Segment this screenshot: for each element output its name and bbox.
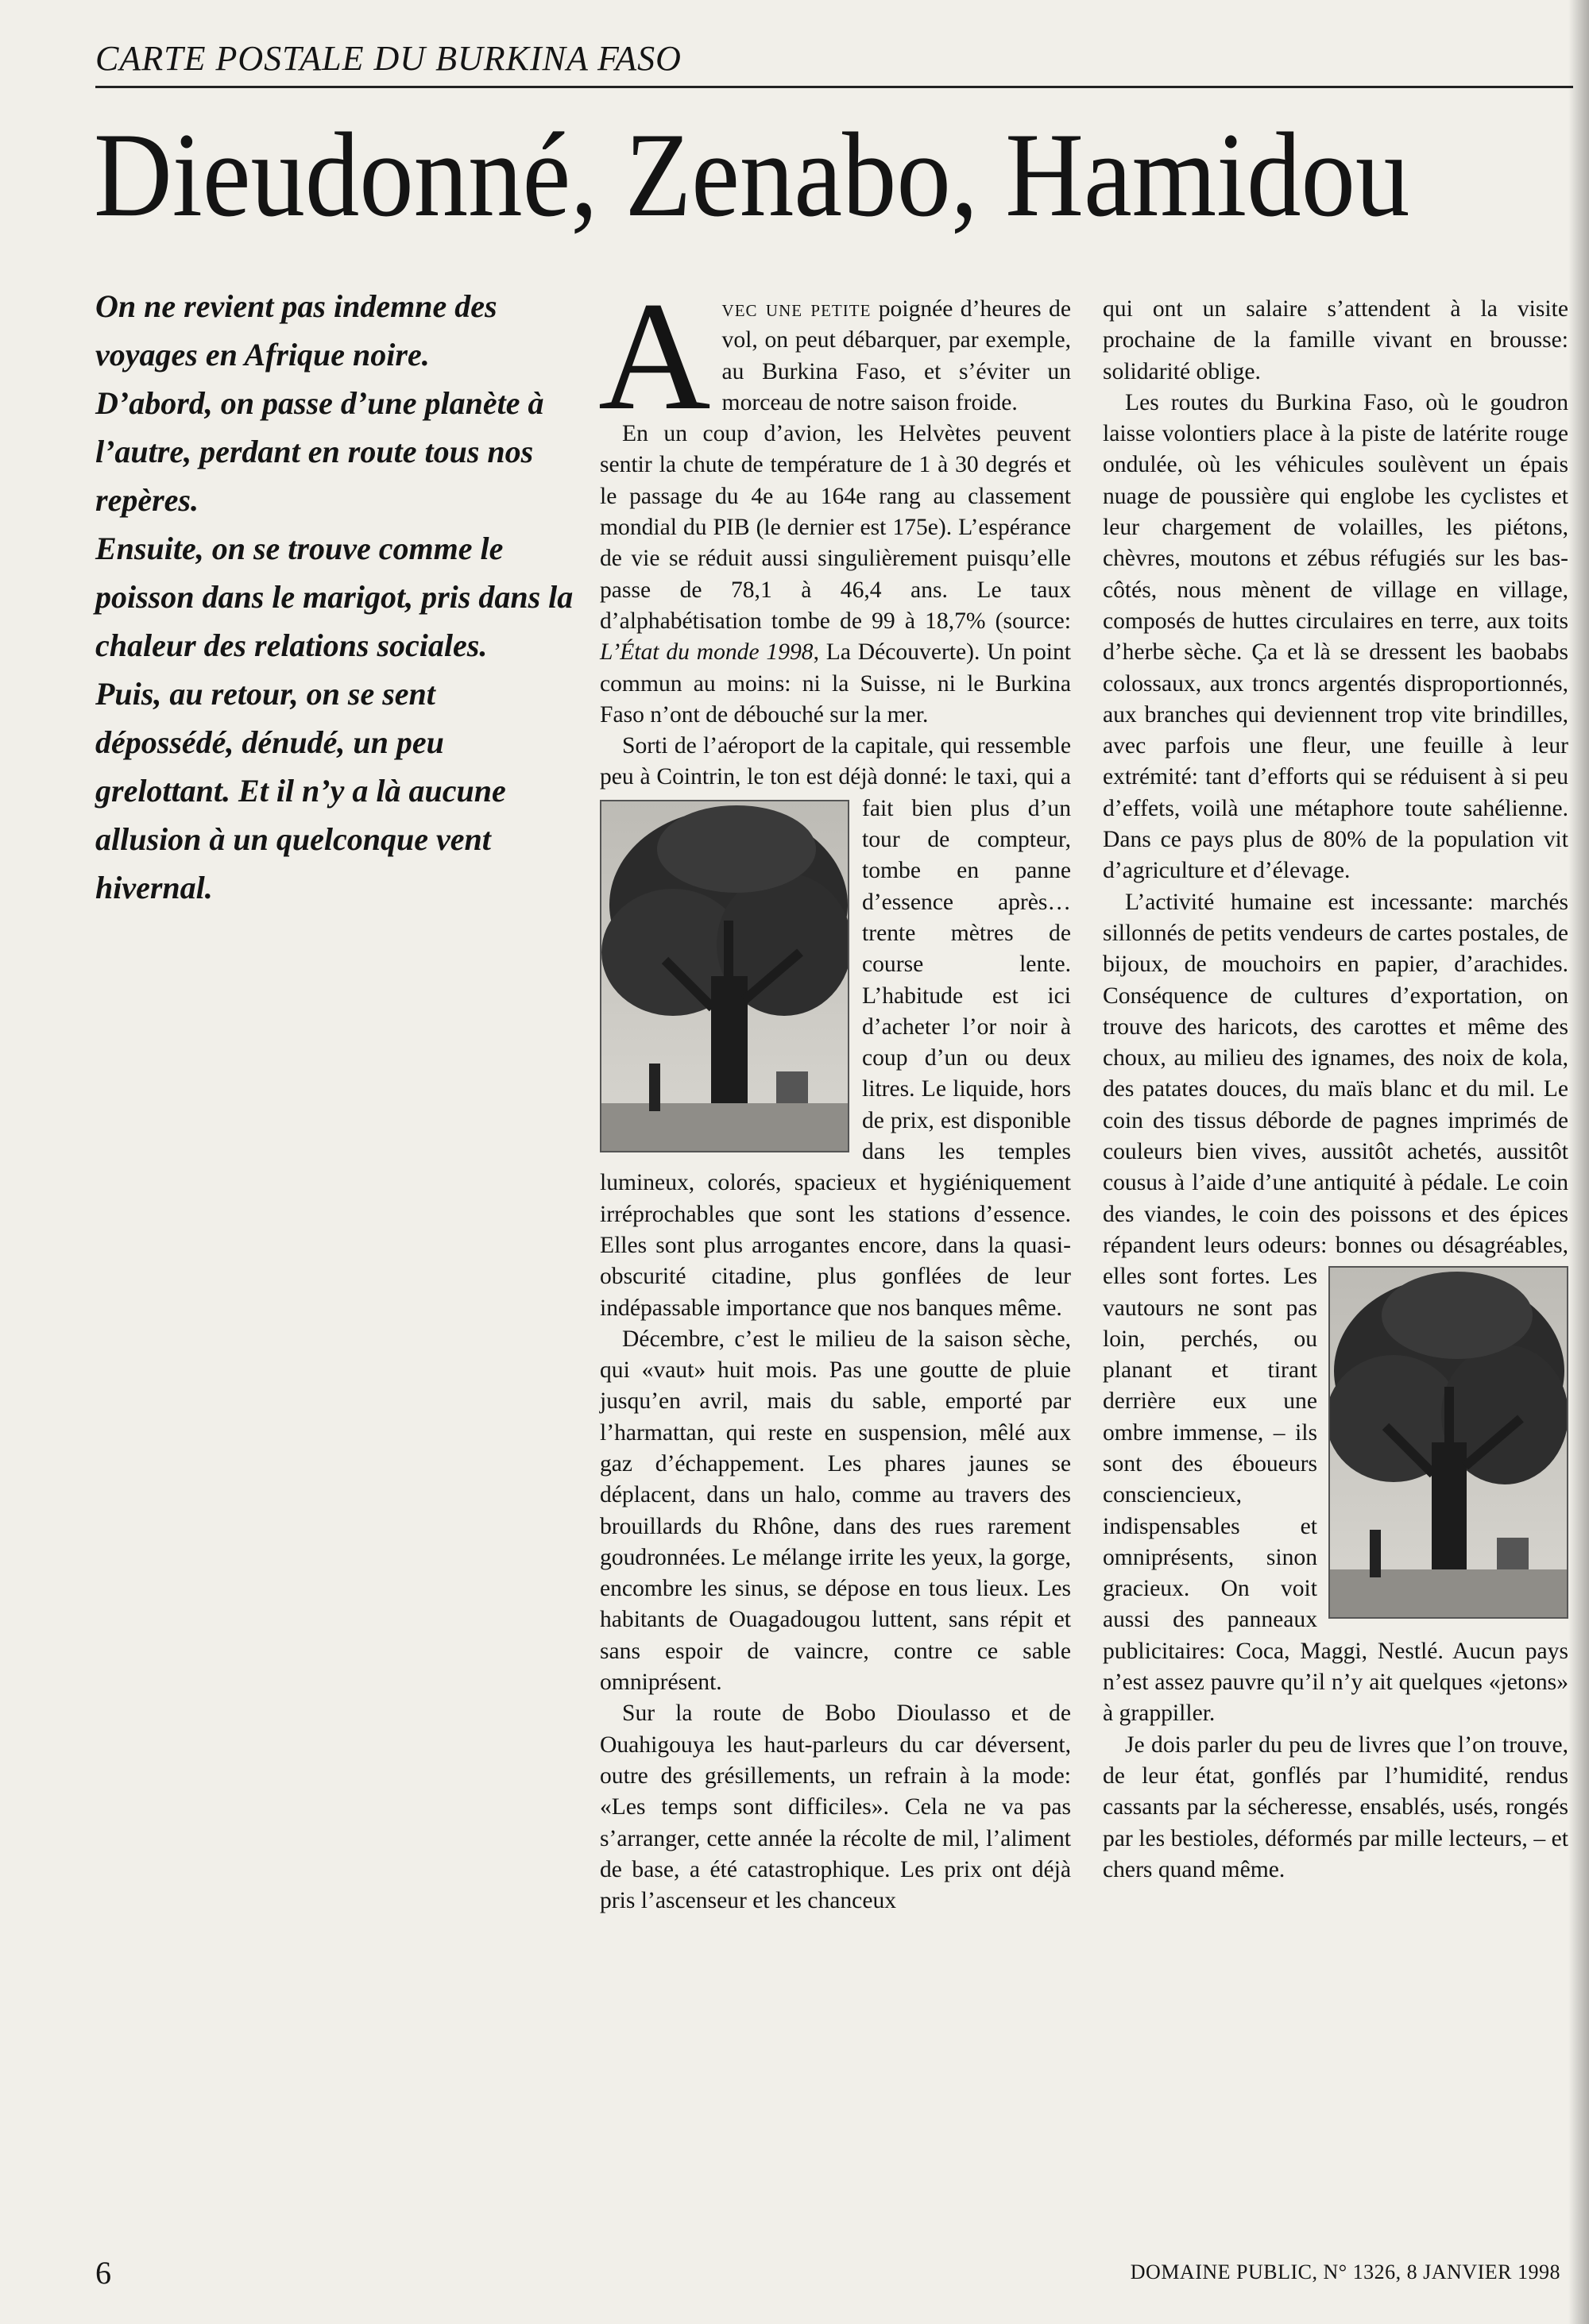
body-paragraph (598, 270, 1071, 442)
body-paragraph (600, 731, 1071, 1324)
baobab-photo (600, 800, 849, 1152)
body-paragraph: qui ont un salaire s’attendent à la visite prochaine de la famille vivant en brousse: solidarité oblige. (1103, 296, 1568, 384)
body-text: , La Découverte). Un point commun au moins: ni la Suisse, ni le Burkina Faso n’ont de débouché sur la mer. (600, 639, 1071, 728)
article-column-1 (598, 270, 1072, 2200)
opening-small-caps: vec une petite (721, 296, 872, 322)
baobab-photo-2 (1328, 1266, 1568, 1619)
page-number: 6 (95, 2255, 111, 2291)
body-text: En un coup d’avion, les Helvètes peuvent sentir la chute de température de 1 à 30 degrés et le passage du 4e au 164e rang au classement mondial du PIB (le dernier est 175e). L’espérance de vie se réduit aussi singulièrement puisqu’elle passe de 78,1 à 46,4 ans. Le taux d’alphabétisation tombe de 99 à 18,7% (source: (600, 421, 1071, 634)
lead-line: On ne revient pas indemne des voyages en Afrique noire. (95, 288, 497, 373)
body-paragraph (1103, 887, 1568, 1730)
section-rubric: CARTE POSTALE DU BURKINA FASO (95, 39, 682, 78)
body-paragraph: Sur la route de Bobo Dioulasso et de Ouahigouya les haut-parleurs du car déversent, outre des grésillements, un refrain à la mode: «Les temps sont difficiles». Cela ne va pas s’arranger, cette année la récolte de mil, l’aliment de base, a été catastrophique. Les prix ont déjà pris l’ascenseur et les chanceux (600, 1701, 1071, 1914)
article-column-2 (1103, 294, 1568, 2200)
publication-footer: DOMAINE PUBLIC, N° 1326, 8 JANVIER 1998 (1130, 2260, 1560, 2283)
article-headline: Dieudonné, Zenabo, Hamidou (94, 108, 1410, 241)
drop-cap: A (598, 270, 711, 442)
source-title: L’État du monde 1998 (600, 639, 814, 666)
lead-line: Ensuite, on se trouve comme le poisson dans le marigot, pris dans la chaleur des relations sociales. (95, 531, 574, 663)
baobab-tree-image (601, 801, 848, 1151)
lead-line: D’abord, on passe d’une planète à l’autre, perdant en route tous nos repères. (95, 385, 544, 518)
body-paragraph: Je dois parler du peu de livres que l’on trouve, de leur état, gonflés par l’humidité, rendus cassants par la sécheresse, ensablés, usés, rongés par les bestioles, déformés par mille lecteurs, – et chers quand même. (1103, 1731, 1568, 1882)
baobab-tree-image (1330, 1268, 1567, 1617)
body-text: Sorti de l’aéroport de la capitale, qui ressemble peu à Cointrin, le ton est (600, 733, 1071, 790)
body-text: déjà donné: le taxi, qui a fait bien plus d’un tour de compteur, tombe en panne d’essence après… trente mètres de course lente. L’habitude est ici d’acheter l’or noir à coup d’un ou deux litres. Le liquide, hors de prix, est disponible dans les temples lumineux, colorés, spacieux et hygiéniquement irréprochables que sont les stations d’essence. Elles sont plus arrogantes encore, dans la quasi-obscurité citadine, plus gonflées de leur indépassable importance que nos banques même. (600, 764, 1072, 1321)
body-text: L’activité humaine est incessante: marchés sillonnés de petits vendeurs de cartes postales, de bijoux, de mouchoirs en papier, d’arachides. Conséquence de cultures d’exportation, on trouve des haricots, des carottes et même des choux, au milieu des ignames, des noix de kola, des patates douces, du maïs blanc et du mil. Le coin des tissus déborde de pagnes imprimés de couleurs bien vives, aussitôt achetés, aussitôt cousus à l’aide d’une antiquité à pédale. Le coin des viandes, le coin des poissons et des épices répandent leurs odeurs: bonnes (1103, 889, 1568, 1258)
scan-edge-shadow (1568, 0, 1589, 2324)
body-text: poignée d’heures de vol, on peut débarquer, par exemple, au Burkina Faso, et s’éviter un morceau de notre saison froide. (721, 296, 1071, 415)
body-paragraph (600, 419, 1071, 731)
body-text: ou désagréables, elles sont fortes. Les vautours ne sont pas loin, perchés, ou planant et tirant derrière eux une ombre immense, – ils sont des éboueurs consciencieux, indispensables et omniprésents, sinon gracieux. On voit aussi des panneaux publicitaires: Coca, Maggi, Nestlé. Aucun pays n’est assez pauvre qu’il n’y ait quelques «jetons» à grappiller. (1103, 1232, 1568, 1727)
body-paragraph: Décembre, c’est le milieu de la saison sèche, qui «vaut» huit mois. Pas une goutte de pluie jusqu’en avril, mais du sable, emporté par l’harmattan, qui reste en suspension, mêlé aux gaz d’échappement. Les phares jaunes se déplacent, dans un halo, comme au travers des brouillards du Rhône, dans des rues rarement goudronnées. Le mélange irrite les yeux, la gorge, encombre les sinus, se dépose en tous lieux. Les habitants de Ouagadougou luttent, sans répit et sans espoir de vaincre, contre ce sable omniprésent. (600, 1326, 1071, 1696)
lead-paragraph (95, 282, 580, 912)
header-rule (95, 86, 1573, 88)
body-paragraph: Les routes du Burkina Faso, où le goudron laisse volontiers place à la piste de latérite rouge ondulée, où les véhicules soulèvent un épais nuage de poussière qui englobe les cyclistes et leur chargement de volailles, les piétons, chèvres, moutons et zébus réfugiés sur les bas-côtés, nous mènent de village en village, composés de huttes circulaires en terre, aux toits d’herbe sèche. Ça et là se dressent les baobabs colossaux, aux troncs argentés disproportionnés, aux branches qui deviennent trop vite brindilles, avec parfois une fleur, une feuille à leur extrémité: tant d’efforts qui se réduisent à si peu d’effets, voilà une métaphore toute sahélienne. Dans ce pays plus de 80% de la population vit d’agriculture et d’élevage. (1103, 389, 1568, 884)
lead-line: Puis, au retour, on se sent dépossédé, dénudé, un peu grelottant. Et il n’y a là aucune allusion à un quelconque vent hivernal. (95, 676, 506, 905)
